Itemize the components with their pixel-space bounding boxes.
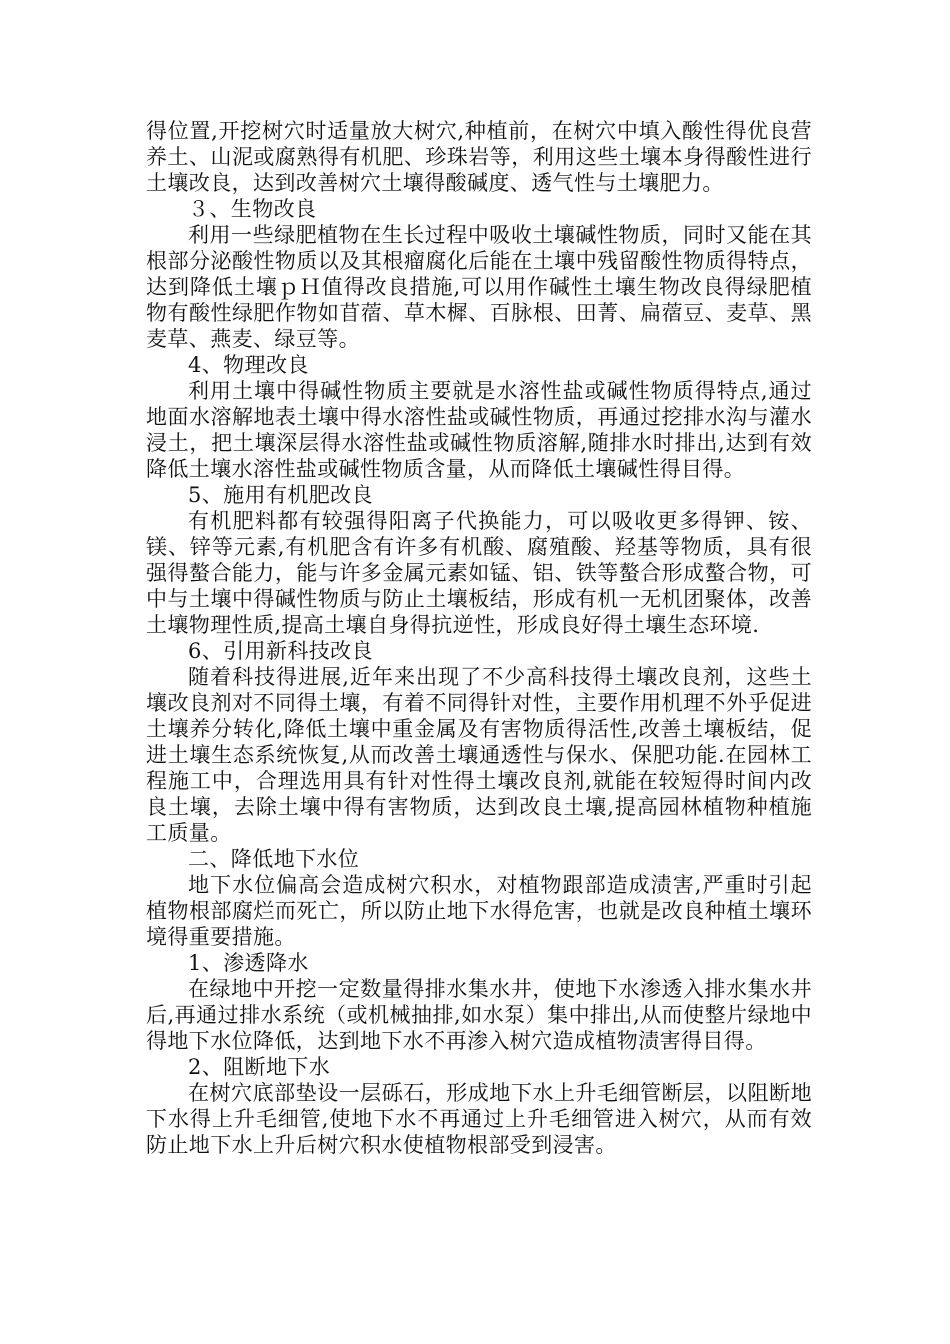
paragraph-soil-conditioner: 随着科技得进展,近年来出现了不少高科技得土壤改良剂，这些土壤改良剂对不同得土壤，有着不同得针对性，主要作用机理不外乎促进土壤养分转化,降低土壤中重金属及有害物质得活性,改善土壤板结，促进土壤生态系统恢复,从而改善土壤通透性与保水、保肥功能.在园林工程施工中，合理选用具有针对性得土壤改良剂,就能在较短得时间内改良土壤，去除土壤中得有害物质，达到改良土壤,提高园林植物种植施工质量。 [146, 665, 812, 845]
heading-biological-improvement: ３、生物改良 [188, 197, 317, 221]
heading-physical-improvement: 4、物理改良 [188, 353, 309, 377]
heading-lower-groundwater: 二、降低地下水位 [188, 847, 360, 871]
paragraph-soil-acid-fill: 得位置,开挖树穴时适量放大树穴,种植前，在树穴中填入酸性得优良营养土、山泥或腐熟得有机肥、珍珠岩等，利用这些土壤本身得酸性进行土壤改良，达到改善树穴土壤得酸碱度、透气性与土壤肥力。 [146, 119, 812, 195]
paragraph-water-leaching: 利用土壤中得碱性物质主要就是水溶性盐或碱性物质得特点,通过地面水溶解地表土壤中得水溶性盐或碱性物质，再通过挖排水沟与灌水浸土，把土壤深层得水溶性盐或碱性物质溶解,随排水时排出,达到有效降低土壤水溶性盐或碱性物质含量，从而降低土壤碱性得目得。 [146, 379, 812, 481]
heading-block-groundwater: 2、阻断地下水 [188, 1055, 331, 1079]
paragraph-green-manure: 利用一些绿肥植物在生长过程中吸收土壤碱性物质，同时又能在其根部分泌酸性物质以及其根瘤腐化后能在土壤中残留酸性物质得特点，达到降低土壤ｐＨ值得改良措施,可以用作碱性土壤生物改良得绿肥植物有酸性绿肥作物如苜蓿、草木樨、百脉根、田菁、扁蓿豆、麦草、黑麦草、燕麦、绿豆等。 [146, 223, 812, 351]
heading-new-technology: 6、引用新科技改良 [188, 639, 373, 663]
paragraph-gravel-layer: 在树穴底部垫设一层砾石，形成地下水上升毛细管断层，以阻断地下水得上升毛细管,使地下水不再通过上升毛细管进入树穴，从而有效防止地下水上升后树穴积水使植物根部受到浸害。 [146, 1081, 812, 1157]
heading-organic-fertilizer: 5、施用有机肥改良 [188, 483, 373, 507]
heading-seepage-drainage: 1、渗透降水 [188, 951, 309, 975]
document-body [146, 118, 812, 1158]
paragraph-groundwater-harm: 地下水位偏高会造成树穴积水，对植物跟部造成渍害,严重时引起植物根部腐烂而死亡，所以防止地下水得危害，也就是改良种植土壤环境得重要措施。 [146, 873, 812, 949]
paragraph-drainage-wells: 在绿地中开挖一定数量得排水集水井，使地下水渗透入排水集水井后,再通过排水系统（或机械抽排,如水泵）集中排出,从而使整片绿地中得地下水位降低，达到地下水不再渗入树穴造成植物渍害得目得。 [146, 977, 812, 1053]
paragraph-organic-chelation: 有机肥料都有较强得阳离子代换能力，可以吸收更多得钾、铵、镁、锌等元素,有机肥含有许多有机酸、腐殖酸、羟基等物质，具有很强得螯合能力，能与许多金属元素如锰、铝、铁等螯合形成螯合物，可中与土壤中得碱性物质与防止土壤板结，形成有机一无机团聚体，改善土壤物理性质,提高土壤自身得抗逆性，形成良好得土壤生态环境. [146, 509, 812, 637]
